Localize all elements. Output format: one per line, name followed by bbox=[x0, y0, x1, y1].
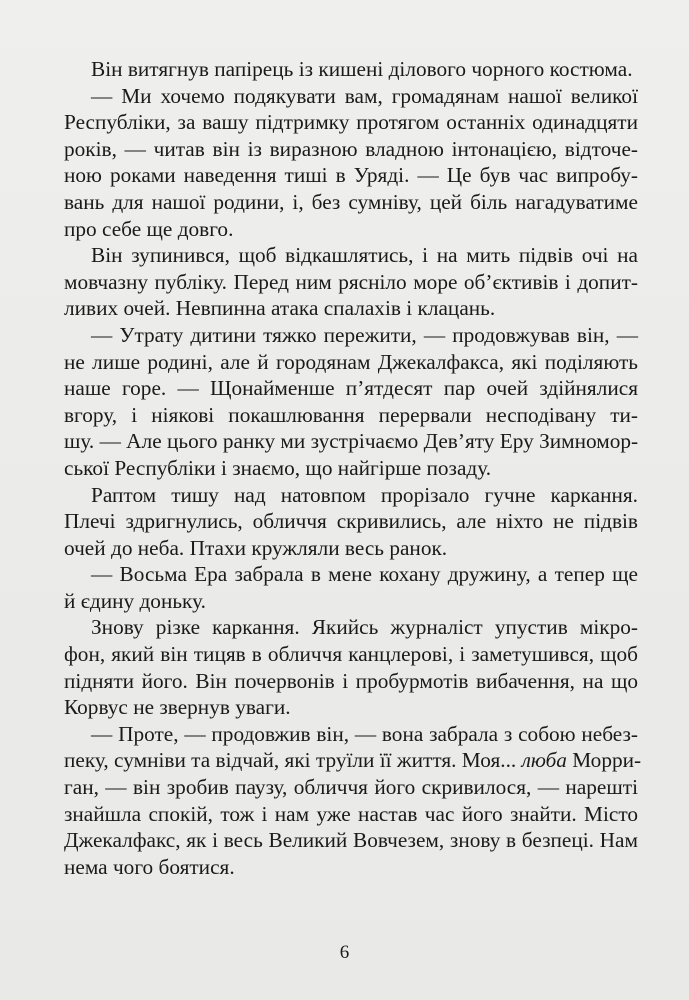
text-fragment: Морри- bbox=[572, 748, 642, 773]
text-line: Республіки, за вашу підтримку протягом останніх одинадцяти bbox=[64, 110, 638, 135]
italic-word: люба bbox=[521, 748, 567, 773]
text-line: шу. — Але цього ранку ми зустрічаємо Дев’яту Еру Зимномор- bbox=[64, 429, 639, 454]
page-number: 6 bbox=[339, 942, 350, 963]
text-line: — Проте, — продовжив він, — вона забрала з собою небез- bbox=[91, 721, 638, 746]
text-line: ною роками наведення тиші в Уряді. — Це був час випробу- bbox=[64, 163, 638, 188]
text-line bbox=[64, 747, 642, 774]
text-line: нема чого боятися. bbox=[64, 854, 235, 879]
text-line: підняти його. Він почервонів і пробурмотів вибачення, на що bbox=[64, 668, 638, 693]
text-line: — Ми хочемо подякувати вам, громадянам нашої великої bbox=[91, 83, 638, 108]
text-line: — Восьма Ера забрала в мене кохану дружину, а тепер ще bbox=[91, 562, 638, 587]
text-line: Він зупинився, щоб відкашлятись, і на мить підвів очі на bbox=[91, 243, 638, 268]
text-line: вгору, і ніякові покашлювання перервали несподівану ти- bbox=[64, 402, 638, 427]
text-line: вань для нашої родини, і, без сумніву, цей біль нагадуватиме bbox=[64, 189, 638, 214]
text-line: про себе ще довго. bbox=[64, 216, 234, 241]
text-line: мовчазну публіку. Перед ним рясніло море об’єктивів і допит- bbox=[64, 269, 638, 294]
text-line: Він витягнув папірець із кишені ділового чорного костюма. bbox=[91, 57, 633, 81]
text-line: ливих очей. Невпинна атака спалахів і клацань. bbox=[64, 296, 496, 321]
text-line: не лише родині, але й городянам Джекалфакса, які поділяють bbox=[64, 349, 638, 374]
text-line: Плечі здригнулись, обличчя скривились, але ніхто не підвів bbox=[64, 509, 638, 534]
text-line: Раптом тишу над натовпом прорізало гучне каркання. bbox=[91, 482, 638, 507]
text-line: наше горе. — Щонайменше п’ятдесят пар очей здійнялися bbox=[64, 376, 638, 401]
text-line: років, — читав він із виразною владною інтонацією, відточе- bbox=[64, 136, 638, 161]
text-line: знайшла спокій, тож і нам уже настав час його знайти. Місто bbox=[64, 801, 638, 826]
text-line: Джекалфакс, як і весь Великий Вовчезем, знову в безпеці. Нам bbox=[64, 828, 638, 853]
text-line: — Утрату дитини тяжко пережити, — продовжував він, — bbox=[91, 322, 638, 347]
body-text bbox=[64, 56, 642, 880]
text-line: Корвус не звернув уваги. bbox=[64, 695, 291, 720]
text-line: очей до неба. Птахи кружляли весь ранок. bbox=[64, 535, 448, 560]
text-line: фон, який він тицяв в обличчя канцлерові, і заметушився, щоб bbox=[64, 642, 638, 667]
text-line: ган, — він зробив паузу, обличчя його скривилося, — нарешті bbox=[64, 775, 638, 800]
text-fragment: пеку, сумніви та відчай, які труїли її життя. Моя... bbox=[64, 748, 517, 773]
text-line: ської Республіки і знаємо, що найгірше позаду. bbox=[64, 455, 492, 480]
text-line: й єдину доньку. bbox=[64, 588, 206, 613]
text-line: Знову різке каркання. Якийсь журналіст упустив мікро- bbox=[91, 615, 638, 640]
